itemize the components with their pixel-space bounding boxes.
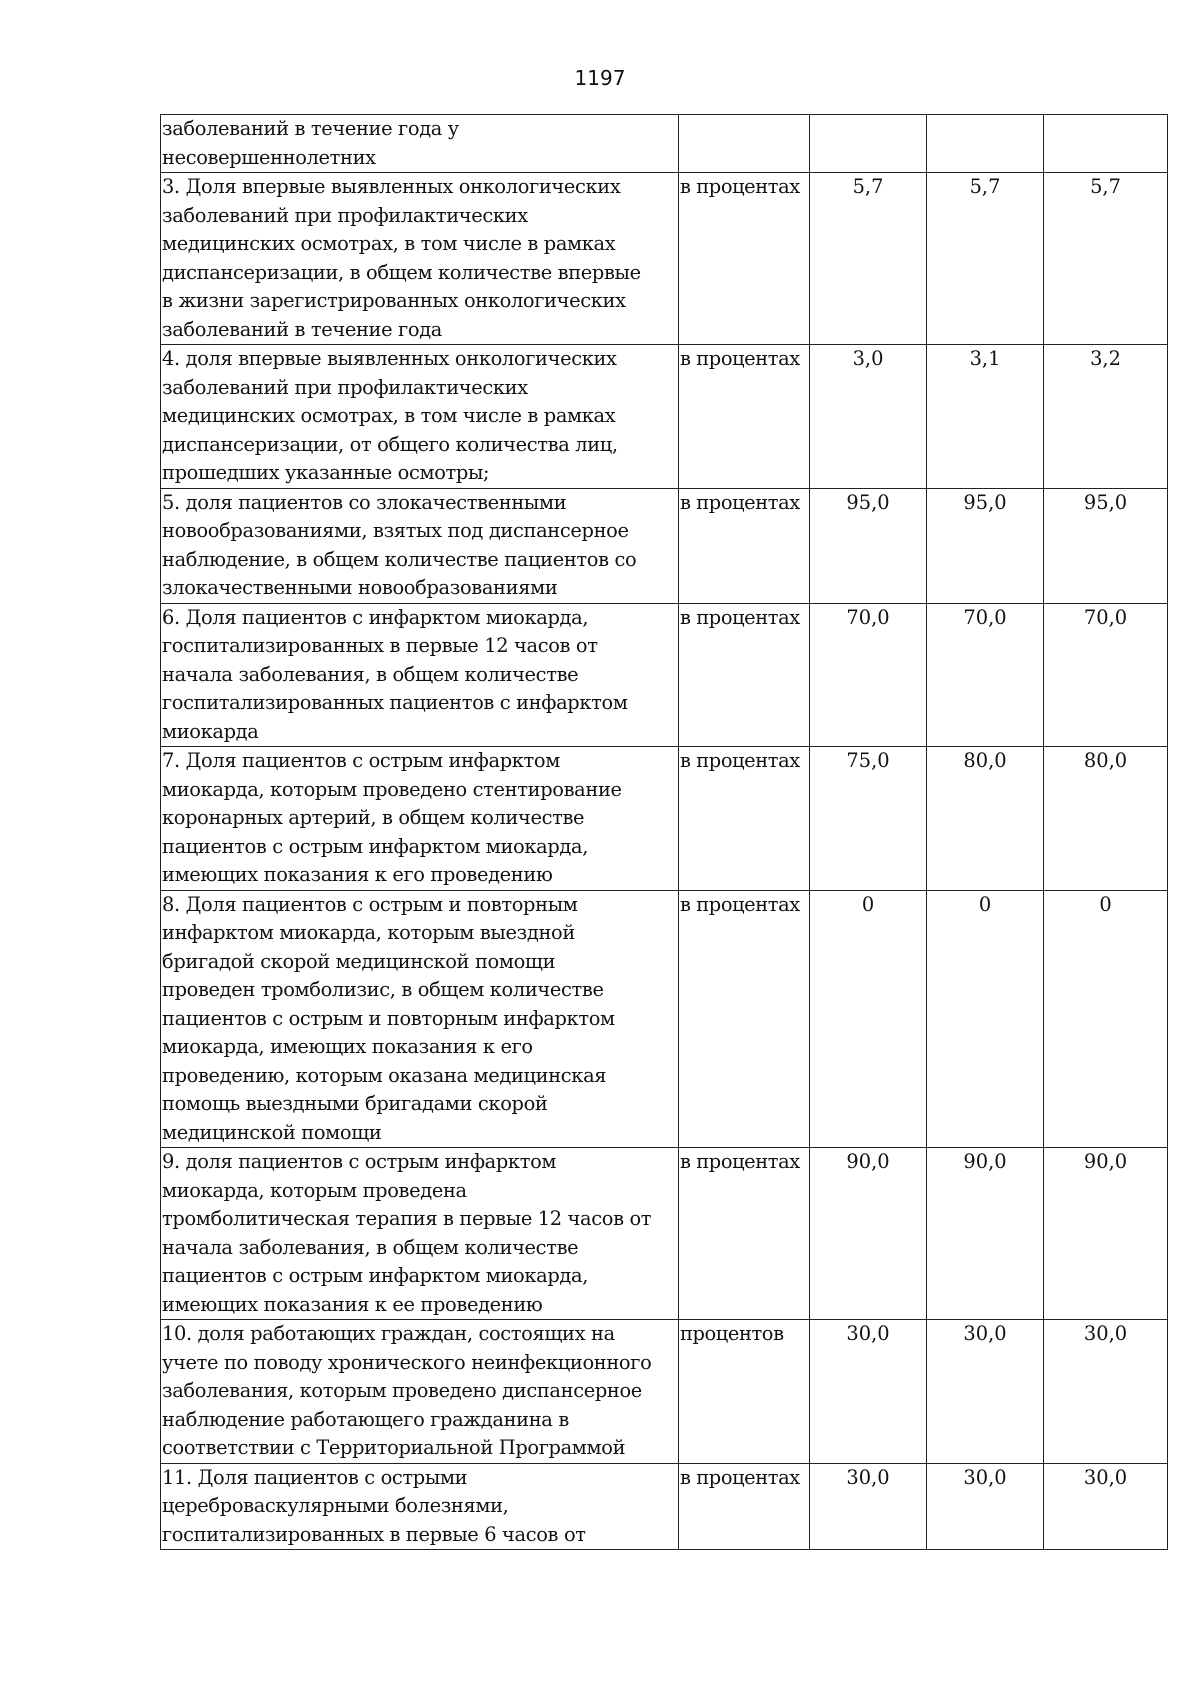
indicator-value-2: 95,0 — [927, 488, 1044, 603]
indicator-value-3: 30,0 — [1044, 1320, 1168, 1464]
indicator-value-2: 30,0 — [927, 1320, 1044, 1464]
indicator-name: 9. доля пациентов с острым инфарктом миокарда, которым проведена тромболитическая терапия в первые 12 часов от начала заболевания, в общем количестве пациентов с острым инфарктом миокарда, имеющих показания к ее проведению — [161, 1148, 679, 1320]
indicator-value-1: 30,0 — [810, 1463, 927, 1550]
indicator-unit — [679, 115, 810, 173]
indicator-unit: в процентах — [679, 890, 810, 1148]
table-row — [161, 1320, 1168, 1464]
indicator-value-2: 5,7 — [927, 173, 1044, 345]
indicator-value-3: 95,0 — [1044, 488, 1168, 603]
indicator-name: 10. доля работающих граждан, состоящих на учете по поводу хронического неинфекционного заболевания, которым проведено диспансерное наблюдение работающего гражданина в соответствии с Территориальной Программой — [161, 1320, 679, 1464]
table-row — [161, 488, 1168, 603]
indicator-unit: процентов — [679, 1320, 810, 1464]
table-row — [161, 173, 1168, 345]
indicator-value-3: 70,0 — [1044, 603, 1168, 747]
indicator-value-1: 70,0 — [810, 603, 927, 747]
indicator-value-2: 70,0 — [927, 603, 1044, 747]
indicator-value-2 — [927, 115, 1044, 173]
indicator-value-1: 5,7 — [810, 173, 927, 345]
indicator-name: 11. Доля пациентов с острыми цереброваскулярными болезнями, госпитализированных в первые 6 часов от — [161, 1463, 679, 1550]
indicator-name: 8. Доля пациентов с острым и повторным инфарктом миокарда, которым выездной бригадой скорой медицинской помощи проведен тромболизис, в общем количестве пациентов с острым и повторным инфарктом миокарда, имеющих показания к его проведению, которым оказана медицинская помощь выездными бригадами скорой медицинской помощи — [161, 890, 679, 1148]
indicator-value-3: 90,0 — [1044, 1148, 1168, 1320]
indicator-value-1: 95,0 — [810, 488, 927, 603]
table-row — [161, 345, 1168, 489]
indicator-value-3 — [1044, 115, 1168, 173]
indicator-value-2: 0 — [927, 890, 1044, 1148]
indicator-value-3: 5,7 — [1044, 173, 1168, 345]
indicator-unit: в процентах — [679, 1148, 810, 1320]
indicator-unit: в процентах — [679, 488, 810, 603]
table-row — [161, 890, 1168, 1148]
indicator-name: 4. доля впервые выявленных онкологических заболеваний при профилактических медицинских осмотрах, в том числе в рамках диспансеризации, от общего количества лиц, прошедших указанные осмотры; — [161, 345, 679, 489]
indicator-value-2: 30,0 — [927, 1463, 1044, 1550]
indicator-name: заболеваний в течение года у несовершеннолетних — [161, 115, 679, 173]
table-row — [161, 603, 1168, 747]
table-row — [161, 1463, 1168, 1550]
indicator-value-2: 3,1 — [927, 345, 1044, 489]
indicator-unit: в процентах — [679, 603, 810, 747]
indicators-table — [160, 114, 1168, 1550]
table-row — [161, 1148, 1168, 1320]
indicator-value-1: 3,0 — [810, 345, 927, 489]
indicator-value-1 — [810, 115, 927, 173]
indicator-name: 5. доля пациентов со злокачественными новообразованиями, взятых под диспансерное наблюдение, в общем количестве пациентов со злокачественными новообразованиями — [161, 488, 679, 603]
indicator-value-1: 0 — [810, 890, 927, 1148]
indicator-unit: в процентах — [679, 1463, 810, 1550]
indicator-name: 3. Доля впервые выявленных онкологических заболеваний при профилактических медицинских осмотрах, в том числе в рамках диспансеризации, в общем количестве впервые в жизни зарегистрированных онкологических заболеваний в течение года — [161, 173, 679, 345]
indicator-value-2: 80,0 — [927, 747, 1044, 891]
indicator-value-3: 30,0 — [1044, 1463, 1168, 1550]
page-number: 1197 — [574, 66, 626, 90]
indicator-value-3: 0 — [1044, 890, 1168, 1148]
indicator-name: 6. Доля пациентов с инфарктом миокарда, госпитализированных в первые 12 часов от начала заболевания, в общем количестве госпитализированных пациентов с инфарктом миокарда — [161, 603, 679, 747]
indicator-value-3: 3,2 — [1044, 345, 1168, 489]
indicator-value-3: 80,0 — [1044, 747, 1168, 891]
indicator-unit: в процентах — [679, 747, 810, 891]
indicator-unit: в процентах — [679, 345, 810, 489]
table-row — [161, 115, 1168, 173]
indicator-unit: в процентах — [679, 173, 810, 345]
indicator-value-1: 90,0 — [810, 1148, 927, 1320]
indicator-value-1: 75,0 — [810, 747, 927, 891]
indicator-value-2: 90,0 — [927, 1148, 1044, 1320]
indicator-name: 7. Доля пациентов с острым инфарктом миокарда, которым проведено стентирование коронарных артерий, в общем количестве пациентов с острым инфарктом миокарда, имеющих показания к его проведению — [161, 747, 679, 891]
indicator-value-1: 30,0 — [810, 1320, 927, 1464]
table-row — [161, 747, 1168, 891]
